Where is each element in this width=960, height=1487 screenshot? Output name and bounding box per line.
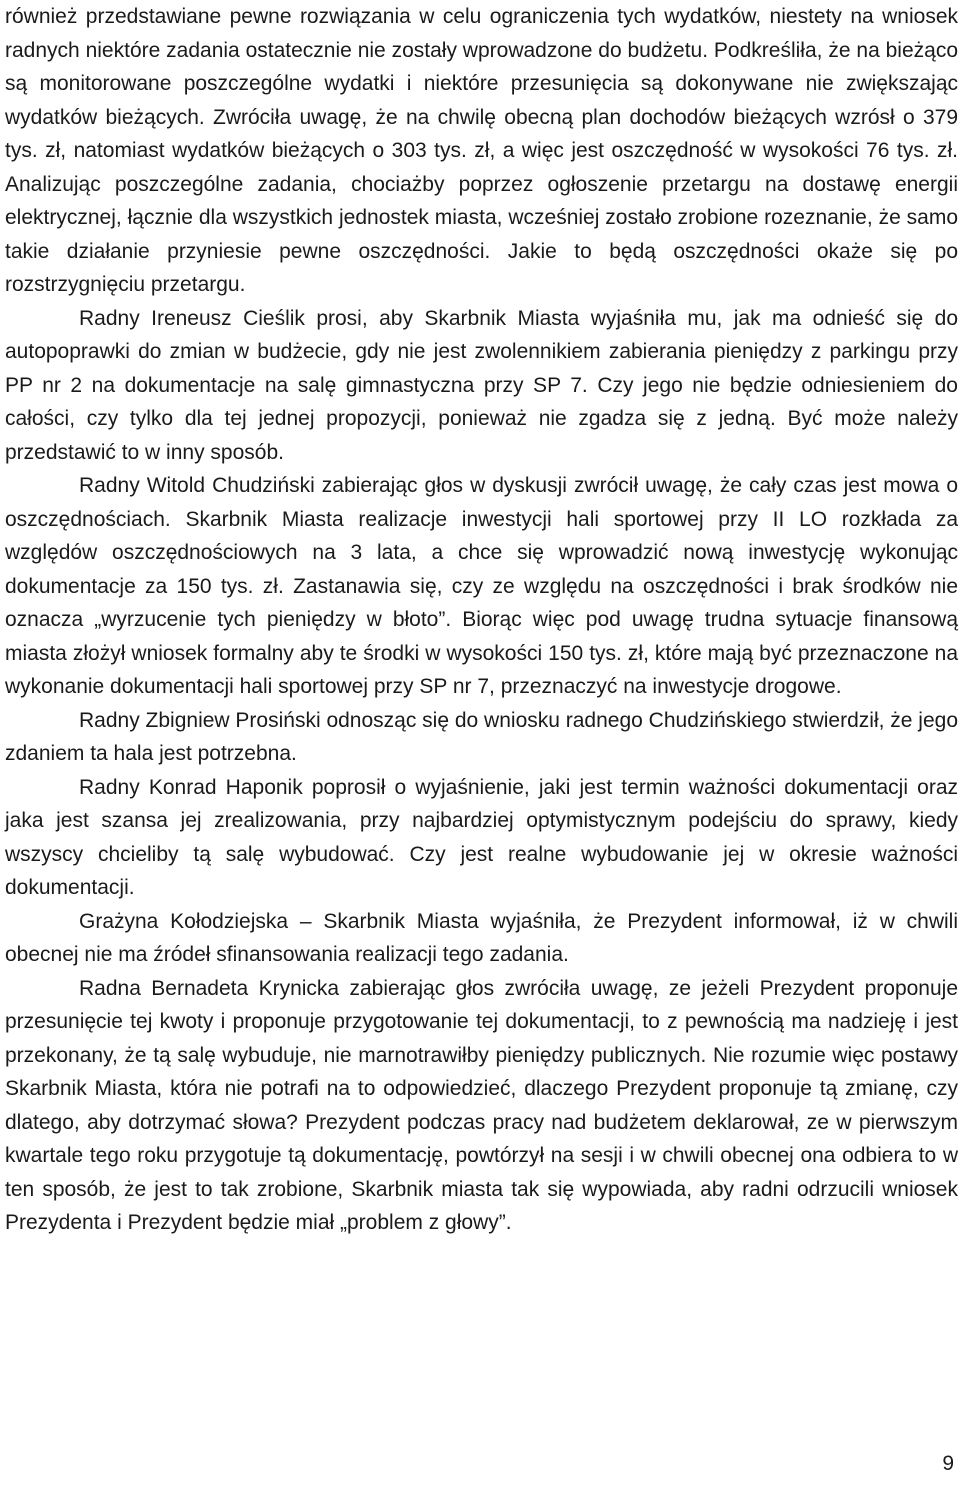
paragraph-continuation: również przedstawiane pewne rozwiązania w celu ograniczenia tych wydatków, niestety na wniosek radnych niektóre zadania ostatecznie nie zostały wprowadzone do budżetu. Podkreśliła, że na bieżąco są monitorowane poszczególne wydatki i niektóre przesunięcia są dokonywane nie zwiększając wydatków bieżących. Zwróciła uwagę, że na chwilę obecną plan dochodów bieżących wzrósł o 379 tys. zł, natomiast wydatków bieżących o 303 tys. zł, a więc jest oszczędność w wysokości 76 tys. zł. Analizując poszczególne zadania, chociażby poprzez ogłoszenie przetargu na dostawę energii elektrycznej, łącznie dla wszystkich jednostek miasta, wcześniej zostało zrobione rozeznanie, że samo takie działanie przyniesie pewne oszczędności. Jakie to będą oszczędności okaże się po rozstrzygnięciu przetargu. [5,5,958,296]
paragraph-krynicka: Radna Bernadeta Krynicka zabierając głos zwróciła uwagę, ze jeżeli Prezydent proponuje przesunięcie tej kwoty i proponuje przygotowanie tej dokumentacji, to z pewnością ma nadzieję i jest przekonany, że tą salę wybuduje, nie marnotrawiłby pieniędzy publicznych. Nie rozumie więc postawy Skarbnik Miasta, która nie potrafi na to odpowiedzieć, dlaczego Prezydent proponuje tą zmianę, czy dlatego, aby dotrzymać słowa? Prezydent podczas pracy nad budżetem deklarował, ze w pierwszym kwartale tego roku przygotuje tą dokumentację, powtórzył na sesji i w chwili obecnej ona odbiera to w ten sposób, że jest to tak zrobione, Skarbnik miasta tak się wypowiada, aby radni odrzucili wniosek Prezydenta i Prezydent będzie miał „problem z głowy”. [5,976,958,1234]
page-number: 9 [942,1452,954,1475]
document-body [5,0,958,1240]
paragraph-haponik: Radny Konrad Haponik poprosił o wyjaśnienie, jaki jest termin ważności dokumentacji oraz jaka jest szansa jej zrealizowania, przy najbardziej optymistycznym podejściu do sprawy, kiedy wszyscy chcieliby tą salę wybudować. Czy jest realne wybudowanie jej w okresie ważności dokumentacji. [5,775,958,899]
paragraph-cieslik: Radny Ireneusz Cieślik prosi, aby Skarbnik Miasta wyjaśniła mu, jak ma odnieść się do autopoprawki do zmian w budżecie, gdy nie jest zwolennikiem zabierania pieniędzy z parkingu przy PP nr 2 na dokumentacje na salę gimnastyczna przy SP 7. Czy jego nie będzie odniesieniem do całości, czy tylko dla tej jednej propozycji, ponieważ nie zgadza się z jedną. Być może należy przedstawić to w inny sposób. [5,306,958,464]
paragraph-kolodziejska: Grażyna Kołodziejska – Skarbnik Miasta wyjaśniła, że Prezydent informował, iż w chwili obecnej nie ma źródeł sfinansowania realizacji tego zadania. [5,909,958,966]
paragraph-chudzinski: Radny Witold Chudziński zabierając głos w dyskusji zwrócił uwagę, że cały czas jest mowa o oszczędnościach. Skarbnik Miasta realizacje inwestycji hali sportowej przy II LO rozkłada za względów oszczędnościowych na 3 lata, a chce się wprowadzić nową inwestycję wykonując dokumentacje za 150 tys. zł. Zastanawia się, czy ze względu na oszczędności i brak środków nie oznacza „wyrzucenie tych pieniędzy w błoto”. Biorąc więc pod uwagę trudna sytuacje finansową miasta złożył wniosek formalny aby te środki w wysokości 150 tys. zł, które mają być przeznaczone na wykonanie dokumentacji hali sportowej przy SP nr 7, przeznaczyć na inwestycje drogowe. [5,474,958,698]
paragraph-prosinski: Radny Zbigniew Prosiński odnosząc się do wniosku radnego Chudzińskiego stwierdził, że jego zdaniem ta hala jest potrzebna. [5,708,958,765]
